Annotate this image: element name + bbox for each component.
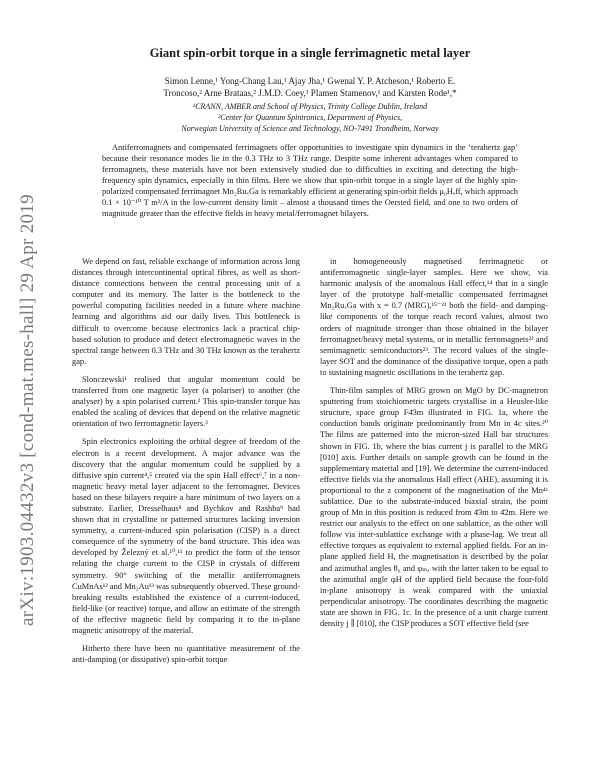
affiliations (72, 101, 548, 134)
authors-line-2: Troncoso,² Arne Brataas,² J.M.D. Coey,¹ Plamen Stamenov,¹ and Karsten Rode¹,* (163, 88, 457, 98)
paragraph: Hitherto there have been no quantitative measurement of the anti-damping (or dissipative) spin-orbit torque (72, 644, 300, 665)
right-column (320, 256, 548, 672)
affiliation-2: ²Center for Quantum Spintronics, Department of Physics, (217, 113, 403, 122)
arxiv-identifier: arXiv:1903.04432v3 [cond-mat.mes-hall] 29 Apr 2019 (17, 194, 38, 626)
paper-page (72, 46, 548, 665)
arxiv-side-stamp (8, 194, 48, 626)
left-column (72, 256, 300, 672)
paragraph: Spin electronics exploiting the orbital degree of freedom of the electron is a recent development. A major advance was the discovery that the angular momentum could be supplied by a diffusive spin current⁴,⁵ created via the spin Hall effect⁶,⁷ in a non-magnetic heavy metal layer adjacent to the ferromagnet. Devices based on these bilayers require a bare minimum of two layers on a substrate. Earlier, Dresselhaus⁸ and Bychkov and Rashba⁹ had shown that in crystalline or patterned structures lacking inversion symmetry, a current-induced spin polarisation (CISP) is a direct consequence of the symmetry of the band structure. This idea was developed by Železný et al.¹⁰,¹¹ to predict the form of the tensor relating the charge current to the CISP in crystals of different symmetry. 90° switching of the metallic antiferromagnets CuMnAs¹² and Mn₂Au¹³ was subsequently observed. These ground-breaking results established the existence of a current-induced, field-like (or reactive) torque, and allow an estimate of the strength of the effective magnetic field by comparing it to the in-plane magnetic anisotropy of the material. (72, 437, 300, 635)
affiliation-3: Norwegian University of Science and Technology, NO-7491 Trondheim, Norway (181, 124, 439, 133)
paragraph: We depend on fast, reliable exchange of information across long distances through intercontinental optical fibres, as well as short-distance connections between the central processing unit of a computer and its memory. The latter is the bottleneck to the powerful computing facilities needed in a future where machine learning and algorithms aid our daily lives. This bottleneck is difficult to overcome because electronics lack a practical chip-based solution to produce and detect electromagnetic waves in the spectral range between 0.3 THz and 30 THz known as the terahertz gap. (72, 257, 300, 366)
affiliation-1: ¹CRANN, AMBER and School of Physics, Trinity College Dublin, Ireland (192, 102, 428, 111)
paragraph: Thin-film samples of MRG grown on MgO by DC-magnetron sputtering from stoichiometric targets crystallise in a Heusler-like structure, space group F4̄3m illustrated in FIG. 1a, where the conduction bands originate predominantly from Mn in 4c sites.²⁰ The films are patterned into the micron-sized Hall bar structures shown in FIG. 1b, where the bias current j is parallel to the MRG [010] axis. Further details on sample growth can be found in the supplementary material and [19]. We determine the current-induced effective fields via the anomalous Hall effect (AHE), assuming it is proportional to the z component of the magnetisation of the Mn⁴ᶜ sublattice. Due to the substrate-induced biaxial strain, the point group of Mn in this position is reduced from 4̄3m to 4̄2m. Here we restrict our analysis to the effect on one sublattice, as the other will follow via inter-sublattice exchange with a phase-lag. We treat all effective torques as equivalent to external applied fields. For an in-plane applied field H, the magnetisation is described by the polar and azimuthal angles θ₀ and φₘ, with the latter taken to be equal to the azimuthal angle φH of the applied field because the four-fold in-plane anisotropy is weak compared with the uniaxial perpendicular anisotropy. The coordinates describing the magnetic state are shown in FIG. 1c. In the presence of a unit charge current density j ∥ [010], the CISP produces a SOT effective field (see (320, 386, 548, 628)
paragraph: Slonczewski¹ realised that angular momentum could be transferred from one magnetic layer (a polariser) to another (the analyser) by a spin polarised current.² This spin-transfer torque has enabled the scaling of devices that depend on the relative magnetic orientation of two ferromagnetic layers.³ (72, 374, 300, 429)
body-columns (72, 256, 548, 672)
paragraph: in homogeneously magnetised ferrimagnetic or antiferromagnetic single-layer samples. Here we show, via harmonic analysis of the anomalous Hall effect,¹⁴ that in a single layer of the prototype half-metallic compensated ferrimagnet Mn₂RuₓGa with x = 0.7 (MRG),¹⁵⁻²¹ both the field- and damping-like components of the torque reach record values, almost two orders of magnitude stronger than those obtained in the bilayer ferromagnet/heavy metal systems, or in metallic ferromagnets²² and semimagnetic semiconductors²³. The record values of the single-layer SOT and the dominance of the dissipative torque, open a path to sustaining magnetic oscillations in the terahertz gap. (320, 257, 548, 377)
abstract: Antiferromagnets and compensated ferrimagnets offer opportunities to investigate spin dynamics in the ‘terahertz gap’ because their resonance modes lie in the 0.3 THz to 3 THz range. Despite some inherent advantages when compared to ferromagnets, these materials have not been extensively studied due to difficulties in exciting and detecting the high-frequency spin dynamics, especially in thin films. Here we show that spin-orbit torque in a single layer of the highly spin-polarized compensated ferrimagnet Mn₂RuₓGa is remarkably efficient at generating spin-orbit fields μ₀Hₑff, which approach 0.1 × 10⁻¹⁰ T m²/A in the low-current density limit – almost a thousand times the Oersted field, and one to two orders of magnitude greater than the effective fields in heavy metal/ferromagnet bilayers. (102, 143, 518, 218)
paper-title: Giant spin-orbit torque in a single ferrimagnetic metal layer (149, 46, 471, 60)
authors-line-1: Simon Lenne,¹ Yong-Chang Lau,¹ Ajay Jha,¹ Gwenal Y. P. Atcheson,¹ Roberto E. (164, 76, 456, 86)
author-list (100, 75, 520, 99)
